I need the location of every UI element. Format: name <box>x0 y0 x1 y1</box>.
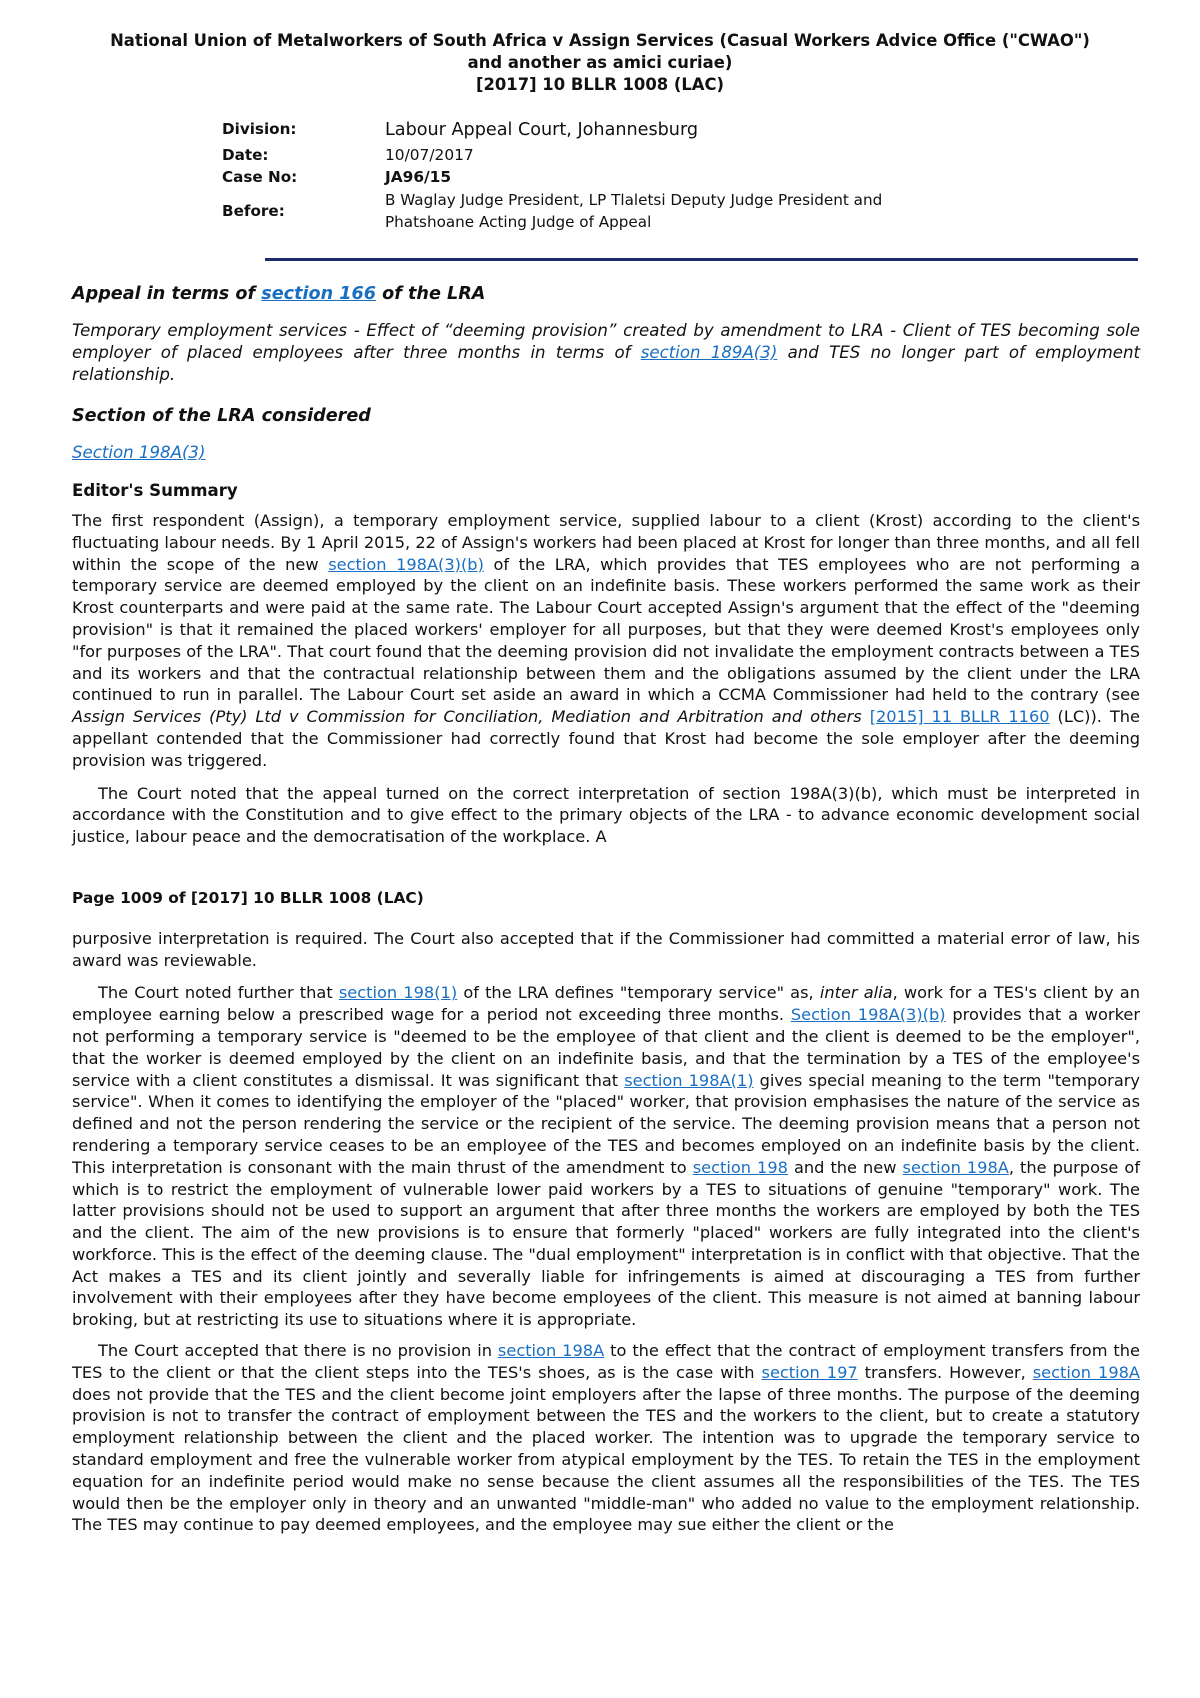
case-metadata-table <box>222 115 962 235</box>
section-198a1-link[interactable]: section 198A(1) <box>624 1070 754 1090</box>
section-198a3b-link[interactable]: section 198A(3)(b) <box>328 554 484 574</box>
header-divider <box>265 258 1138 261</box>
appeal-heading <box>72 282 1140 306</box>
section-198a3b-link-2[interactable]: Section 198A(3)(b) <box>790 1005 946 1025</box>
date-label: Date: <box>222 146 269 164</box>
section-166-link[interactable]: section 166 <box>261 284 377 304</box>
case-citation: [2017] 10 BLLR 1008 (LAC) <box>476 75 724 94</box>
section-considered-entry <box>72 442 1140 464</box>
section-198a-link[interactable]: section 198A <box>902 1157 1009 1177</box>
section-198-1-link[interactable]: section 198(1) <box>338 983 458 1003</box>
date-value: 10/07/2017 <box>385 146 474 165</box>
summary-p4-text-a: The Court noted further that <box>98 983 339 1003</box>
section-considered-heading: Section of the LRA considered <box>72 406 371 427</box>
summary-p1-text-a: The first respondent (Assign), a temporary employment service, supplied labour to a client (Krost) according to the client's fluctuating labour needs. By 1 April 2015, 22 of Assign's workers had been placed at Krost for longer than three months, and all fell within the scope of the new <box>72 510 1140 574</box>
summary-p1-text-b: of the LRA, which provides that TES employees who are not performing a temporary service are deemed employed by the client on an indefinite basis. These workers performed the same work as their Krost counterparts and were paid at the same rate. The Labour Court accepted Assign's argument that the effect of the "deeming provision" is that it remained the placed workers' employer for all purposes, but that they were deemed Krost's employees only "for purposes of the LRA". That court found that the deeming provision did not invalidate the employment contracts between a TES and its workers and that the contractual relationship between them and the obligations assumed by the client under the LRA continued to run in parallel. The Labour Court set aside an award in which a CCMA Commissioner had held to the contrary (see <box>72 554 1140 705</box>
appeal-heading-suffix: of the LRA <box>376 284 486 304</box>
summary-p1-text-d: (LC)). The appellant contended that the Commissioner had correctly found that Krost had become the sole employer after the deeming provision was triggered. <box>72 707 1141 770</box>
summary-paragraph-5 <box>72 1340 1140 1536</box>
division-label: Division: <box>222 120 297 139</box>
section-198a-link-2[interactable]: section 198A <box>497 1341 605 1361</box>
summary-p4-text-g: , the purpose of which is to restrict the employment of vulnerable lower paid workers by a TES to situations of genuine "temporary" work. The latter provisions should not be used to support an argument that after three months the workers are employed by both the TES and the client. The aim of the new provisions is to ensure that formerly "placed" workers are fully integrated into the client's workforce. This is the effect of the deeming clause. The "dual employment" interpretation is in conflict with that objective. That the Act makes a TES and its client jointly and severally liable for infringements is aimed at discouraging a TES from further involvement with their employees after they have become employees of the client. This measure is not aimed at banning labour broking, but at restricting its use to situations where it is appropriate. <box>72 1157 1141 1330</box>
case-title-line2: and another as amici curiae) <box>467 53 733 72</box>
cited-case-name: Assign Services (Pty) Ltd v Commission for Conciliation, Mediation and Arbitration and others <box>72 707 862 727</box>
summary-p4-text-e: gives special meaning to the term "temporary service". When it comes to identifying the employer of the "placed" worker, that provision emphasises the nature of the service as defined and not the person rendering the service or the recipient of the service. The deeming provision means that a person not rendering a temporary service ceases to be an employee of the TES and becomes employed on an indefinite basis by the client. This interpretation is consonant with the main thrust of the amendment to <box>72 1070 1140 1177</box>
case-title <box>60 30 1140 96</box>
summary-paragraph-2: The Court noted that the appeal turned on the correct interpretation of section 198A(3)(b), which must be interpreted in accordance with the Constitution and to give effect to the primary objects of the LRA - to advance economic development social justice, labour peace and the democratisation of the workplace. A <box>72 783 1140 847</box>
document-body <box>72 282 1140 1536</box>
headnote-text: Temporary employment services - Effect of “deeming provision” created by amendment to LRA - Client of TES becoming sole employer of placed employees after three months in terms of <box>72 321 1140 362</box>
summary-p5-text-c: transfers. However, <box>857 1362 1033 1382</box>
summary-p5-text-d: does not provide that the TES and the client become joint employers after the lapse of three months. The purpose of the deeming provision is not to transfer the contract of employment between the TES and the workers to the client, but to create a statutory employment relationship between the client and the placed worker. The intention was to upgrade the temporary service to standard employment and free the vulnerable worker from atypical employment by the TES. To retain the TES in the employment equation for an indefinite period would make no sense because the client assumes all the responsibilities of the TES. The TES would then be the employer only in theory and an unwanted "middle-man" who added no value to the employment relationship. The TES may continue to pay deemed employees, and the employee may sue either the client or the <box>72 1384 1140 1535</box>
summary-paragraph-1 <box>72 510 1140 772</box>
before-label: Before: <box>222 201 285 220</box>
summary-p4-text-d: provides that a worker not performing a temporary service is "deemed to be the employee of that client and the client is deemed to be the employer", that the worker is deemed employed by the client on an indefinite basis, and that the termination by a TES of the employee's service with a client constitutes a dismissal. It was significant that <box>72 1005 1140 1090</box>
section-198-link[interactable]: section 198 <box>692 1157 788 1177</box>
before-value-line1: B Waglay Judge President, LP Tlaletsi Deputy Judge President and <box>385 191 883 209</box>
summary-p5-text-b: to the effect that the contract of employment transfers from the TES to the client or that the client steps into the TES's shoes, as is the case with <box>72 1341 1140 1382</box>
section-198a3-link[interactable]: Section 198A(3) <box>72 443 206 463</box>
summary-paragraph-3: purposive interpretation is required. The Court also accepted that if the Commissioner had committed a material error of law, his award was reviewable. <box>72 928 1140 970</box>
summary-p5-text-a: The Court accepted that there is no provision in <box>98 1341 498 1361</box>
case-number-label: Case No: <box>222 167 298 186</box>
division-value: Labour Appeal Court, Johannesburg <box>385 119 699 140</box>
headnote <box>72 320 1140 385</box>
summary-p4-text-b: of the LRA defines "temporary service" as, <box>457 983 820 1003</box>
before-value-line2: Phatshoane Acting Judge of Appeal <box>385 212 652 231</box>
summary-p4-text-f: and the new <box>787 1157 903 1177</box>
appeal-heading-text: Appeal in terms of <box>72 284 262 304</box>
citation-2015-bllr-1160-link[interactable]: [2015] 11 BLLR 1160 <box>869 707 1050 727</box>
case-title-line1: National Union of Metalworkers of South Africa v Assign Services (Casual Workers Advice Office ("CWAO") <box>110 31 1090 50</box>
before-value <box>385 189 962 235</box>
summary-p1-space <box>862 707 870 726</box>
section-197-link[interactable]: section 197 <box>761 1362 858 1382</box>
section-198a-link-3[interactable]: section 198A <box>1032 1362 1140 1382</box>
inter-alia-text: inter alia <box>819 983 893 1003</box>
headnote-suffix: and TES no longer part of employment relationship. <box>72 342 1141 384</box>
section-189a3-link[interactable]: section 189A(3) <box>640 342 778 362</box>
page-marker: Page 1009 of [2017] 10 BLLR 1008 (LAC) <box>72 888 424 907</box>
case-number-value: JA96/15 <box>385 168 452 187</box>
summary-paragraph-4 <box>72 982 1140 1331</box>
editors-summary-heading: Editor's Summary <box>72 481 238 501</box>
summary-p4-text-c: , work for a TES's client by an employee earning below a prescribed wage for a period not exceeding three months. <box>72 983 1140 1025</box>
